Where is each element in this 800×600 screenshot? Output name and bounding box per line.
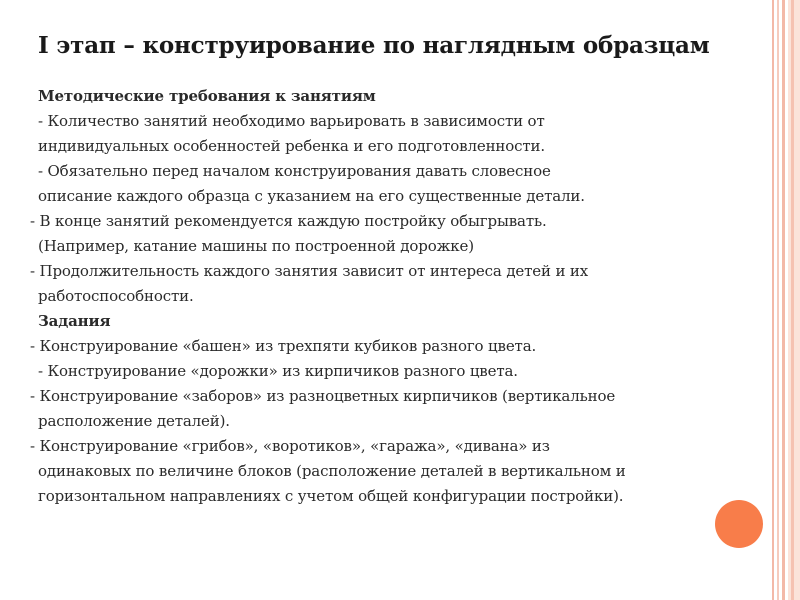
decorative-stripe — [772, 0, 774, 600]
section-heading-tasks: Задания — [38, 312, 111, 330]
text-line: горизонтальном направлениях с учетом общей конфигурации постройки). — [38, 487, 624, 505]
text-line: - Количество занятий необходимо варьировать в зависимости от — [38, 112, 545, 130]
text-line: работоспособности. — [38, 287, 194, 305]
text-line: - Обязательно перед началом конструирования давать словесное — [38, 162, 551, 180]
text-line: - Конструирование «заборов» из разноцветных кирпичиков (вертикальное — [30, 387, 616, 405]
decorative-stripe — [788, 0, 800, 600]
text-line: (Например, катание машины по построенной дорожке) — [38, 237, 474, 255]
decorative-stripe — [782, 0, 785, 600]
decorative-stripe — [777, 0, 779, 600]
text-line: - Продолжительность каждого занятия зависит от интереса детей и их — [30, 262, 589, 280]
text-line: одинаковых по величине блоков (расположение деталей в вертикальном и — [38, 462, 626, 480]
text-line: описание каждого образца с указанием на его существенные детали. — [38, 187, 585, 205]
section-heading-methodical: Методические требования к занятиям — [38, 87, 376, 105]
text-line: - Конструирование «дорожки» из кирпичиков разного цвета. — [38, 362, 518, 380]
slide-title: I этап – конструирование по наглядным образцам — [38, 32, 710, 59]
decorative-circle — [715, 500, 763, 548]
text-line: - Конструирование «грибов», «воротиков», «гаража», «дивана» из — [30, 437, 550, 455]
text-line: - Конструирование «башен» из трехпяти кубиков разного цвета. — [30, 337, 537, 355]
text-line: индивидуальных особенностей ребенка и его подготовленности. — [38, 137, 546, 155]
text-line: расположение деталей). — [38, 412, 230, 430]
decorative-stripe — [791, 0, 794, 600]
text-line: - В конце занятий рекомендуется каждую постройку обыгрывать. — [30, 212, 547, 230]
